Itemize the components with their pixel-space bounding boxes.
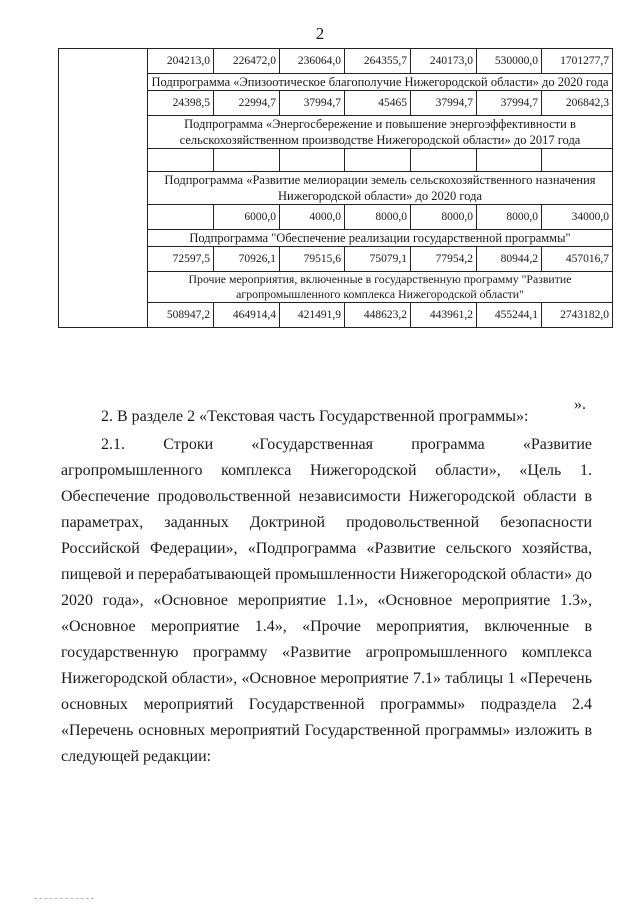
value-cell: 6000,0 [214, 205, 280, 230]
total-cell [542, 149, 613, 172]
value-cell: 70926,1 [214, 247, 280, 272]
value-cell: 8000,0 [345, 205, 411, 230]
subprogram-heading: Подпрограмма «Энергосбережение и повышение энергоэффективности в сельскохозяйственном производстве Нижегородской области» до 2017 года [148, 116, 613, 149]
total-cell: 2743182,0 [542, 303, 613, 328]
value-cell: 455244,1 [477, 303, 542, 328]
value-cell: 530000,0 [477, 49, 542, 74]
value-cell: 37994,7 [477, 91, 542, 116]
value-cell: 508947,2 [148, 303, 214, 328]
value-cell: 448623,2 [345, 303, 411, 328]
value-cell: 37994,7 [280, 91, 345, 116]
subprogram-heading: Подпрограмма «Эпизоотическое благополучие Нижегородской области» до 2020 года [148, 74, 613, 91]
table-body [59, 49, 613, 328]
value-cell: 264355,7 [345, 49, 411, 74]
value-cell: 4000,0 [280, 205, 345, 230]
value-cell: 24398,5 [148, 91, 214, 116]
closing-quote: ». [574, 396, 586, 413]
value-cell: 37994,7 [411, 91, 477, 116]
subprogram-heading: Подпрограмма «Развитие мелиорации земель сельскохозяйственного назначения Нижегородской области» до 2020 года [148, 172, 613, 205]
value-cell [345, 149, 411, 172]
value-cell: 80944,2 [477, 247, 542, 272]
value-cell [148, 205, 214, 230]
value-cell: 421491,9 [280, 303, 345, 328]
value-cell: 236064,0 [280, 49, 345, 74]
subprogram-heading: Прочие мероприятия, включенные в государственную программу "Развитие агропромышленного комплекса Нижегородской области" [148, 272, 613, 303]
body-paragraph: 2.1. Строки «Государственная программа «Развитие агропромышленного комплекса Нижегородской области», «Цель 1. Обеспечение продовольственной независимости Нижегородской области в параметрах, заданных Доктриной продовольственной безопасности Российской Федерации», «Подпрограмма «Развитие сельского хозяйства, пищевой и перерабатывающей промышленности Нижегородской области» до 2020 года», «Основное мероприятие 1.1», «Основное мероприятие 1.3», «Основное мероприятие 1.4», «Прочие мероприятия, включенные в государственную программу «Развитие агропромышленного комплекса Нижегородской области», «Основное мероприятие 7.1» таблицы 1 «Перечень основных мероприятий Государственной программы» подраздела 2.4 «Перечень основных мероприятий Государственной программы» изложить в следующей редакции: [61, 436, 592, 765]
section-heading: 2. В разделе 2 «Текстовая часть Государственной программы»: [101, 408, 529, 425]
value-cell [477, 149, 542, 172]
value-cell: 226472,0 [214, 49, 280, 74]
value-cell: 22994,7 [214, 91, 280, 116]
value-cell: 8000,0 [411, 205, 477, 230]
value-cell [214, 149, 280, 172]
total-cell: 34000,0 [542, 205, 613, 230]
value-cell: 464914,4 [214, 303, 280, 328]
value-cell: 443961,2 [411, 303, 477, 328]
scan-artifact [34, 898, 94, 902]
value-cell: 77954,2 [411, 247, 477, 272]
total-cell: 206842,3 [542, 91, 613, 116]
total-cell: 457016,7 [542, 247, 613, 272]
value-cell: 204213,0 [148, 49, 214, 74]
value-cell [411, 149, 477, 172]
value-cell [148, 149, 214, 172]
left-merged-cell [59, 49, 148, 328]
page-number: 2 [315, 24, 325, 43]
table-row [59, 49, 613, 74]
value-cell: 72597,5 [148, 247, 214, 272]
value-cell: 8000,0 [477, 205, 542, 230]
budget-table [58, 48, 613, 328]
total-cell: 1701277,7 [542, 49, 613, 74]
value-cell: 45465 [345, 91, 411, 116]
value-cell [280, 149, 345, 172]
value-cell: 240173,0 [411, 49, 477, 74]
subprogram-heading: Подпрограмма "Обеспечение реализации государственной программы" [148, 230, 613, 247]
value-cell: 79515,6 [280, 247, 345, 272]
value-cell: 75079,1 [345, 247, 411, 272]
